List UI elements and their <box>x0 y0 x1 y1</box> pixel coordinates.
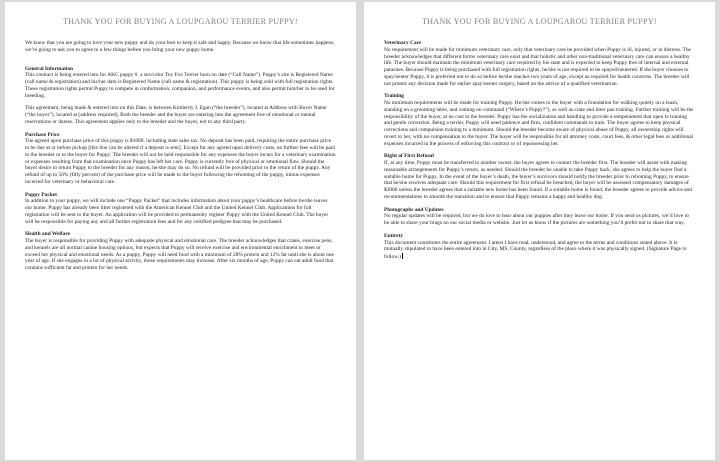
intro-paragraph: We know that you are going to love your new puppy and do your best to keep it safe and happy. Because we know that life sometimes happens, we’re going to ask you to agree to a few things before you bring your new puppy home. <box>25 40 335 53</box>
page-title: THANK YOU FOR BUYING A LOUPGAROU TERRIER PUPPY! <box>422 17 657 26</box>
section-heading-first-refusal: Right of First Refusal <box>384 153 434 160</box>
section-heading-training: Training <box>384 93 404 100</box>
section-heading-entirety: Entirety <box>384 232 404 239</box>
health-welfare-paragraph: The buyer is responsible for providing Puppy with adequate physical and emotional care. The breeder acknowledges that crates, exercise pens, and kennels are all normal canine housing options, but expects that Puppy will receive exercise and environmental enrichment to meet or exceed her physical and emotional needs. As a puppy, Puppy will need food with a minimum of 28% protein and 12% fat until she is about one year of age. If she engages in a lot of physical activity, those requirements may increase. After six months of age, Puppy can eat adult food that contains sufficient fat and protein for her needs. <box>25 238 334 272</box>
document-page-left <box>5 2 356 460</box>
entirety-text: This document constitutes the entire agreement. I attest I have read, understood, and agree to the terms and conditions stated above. It is mutually stipulated to have been entered into in City, MS, County, regardless of the place where it was physically signed. (Signature Page to follow.) <box>384 239 687 261</box>
section-heading-health-welfare: Health and Welfare <box>25 231 71 238</box>
photographs-paragraph: No regular updates will be required, but we do love to hear about our puppies after they leave our home. If you send us pictures, we’d love to be able to share your brags on our social media or website. Just let us know if the pictures are something you’d prefer not to share that way. <box>384 213 689 227</box>
purchase-price-paragraph: The agreed upon purchase price of this puppy is $1000, including state sales tax. No deposit has been paid, requiring the entire purchase price to be due at or before pickup [this line can be altered if a deposit is sent]. Except for any agreed upon delivery costs, no further fees will be paid to the breeder or to the buyer for Puppy. The breeder will not be held responsible for any expenses the buyer incurs for a veterinary examination or expenses resulting from that examination once Puppy has left her care. Puppy is currently free of physical or emotional flaw. Should the buyer desire to return Puppy to the breeder for any reason, he/she may do so. No refund will be provided prior to the return of the puppy. Any refund of up to 50% (fifty percent) of the purchase price will be made to the buyer following the rehoming of the puppy, minus expenses incurred for veterinary or behavioral care. <box>25 138 336 185</box>
general-paragraph-1: This contract is being entered into for AKC puppy #, a sex/color Toy Fox Terrier born on date (“Call Name”). Puppy’s sire is Registered Name (call name & registration) and his/her dam is Registered Name (call name & registration). This puppy is being sold with full registration rights. These registration rights permit Puppy to compete in conformation, companion, and performance events, and also permit him/her to be used for breeding. <box>25 72 335 99</box>
veterinary-care-paragraph: No requirement will be made for minimum veterinary care, only that veterinary care be provided when Puppy is ill, injured, or in distress. The breeder acknowledges that different forms veterinary care exist and that holistic and other non-traditional veterinary care can ensure a healthy life. The buyer should maintain the minimum veterinary care required by his state and is expected to keep Puppy free of internal and external parasites. Because Puppy is being purchased with full registration rights, he/she is not required to be spayed/neutered. If the buyer chooses to spay/neuter Puppy, it is preferred not to do so before he/she reaches two years of age, except as required for health concerns. The breeder will not protest any decision made for earlier spay/neuter surgery, based on the advice of a qualified veterinarian. <box>384 46 691 87</box>
section-heading-general: General Information <box>25 65 74 72</box>
section-heading-photographs: Photographs and Updates <box>384 206 444 213</box>
text-cursor <box>402 253 403 259</box>
entirety-paragraph[interactable] <box>384 240 695 261</box>
puppy-packet-paragraph: In addition to your puppy, we will include one “Puppy Packet” that includes information about your puppy’s healthcare before he/she leaves our home. Puppy has already been litter registered with the American Kennel Club and the United Kennel Club. Applications for full registration will be sent to the buyer. An application will be provided to permanently register Puppy with the United Kennel Club. The buyer will be responsible for paying any and all further registration fees and for any certified pedigree that may be purchased. <box>25 198 329 225</box>
section-heading-puppy-packet: Puppy Packet <box>25 191 57 198</box>
section-heading-purchase-price: Purchase Price <box>25 131 60 138</box>
training-paragraph: No minimum requirements will be made for training Puppy. He/she comes to the buyer with a foundation for walking quietly on a leash, standing on a grooming table, and coming on command (“Where’s Puppy?”), as well as crate and litter pan training. Further training will be the responsibility of the buyer, at no cost to the breeder. Puppy has the socialization and handling to provide a temperament that open to training and gentle correction. Being a terrier, Puppy will need patience and firm, confident commands to train. The buyer agrees to keep physical corrections and compulsion training to a minimum. Should the breeder become aware of physical abuse of Puppy, all ownership rights will revert to her, with no compensation to the buyer. The buyer will be responsible for all attorney costs, court fees, & other legal fees or additional expenses incurred in the process of enforcing this contract or of repossessing her. <box>384 100 694 147</box>
document-page-right <box>364 2 715 460</box>
section-heading-veterinary-care: Veterinary Care <box>384 40 422 46</box>
first-refusal-paragraph: If, at any time, Puppy must be transferred to another owner, the buyer agrees to contact the breeder first. The breeder will assist with making reasonable arrangements for Puppy’s return, as needed. Should the breeder be unable to take Puppy back, she agrees to help the buyer find a suitable home for Puppy. In the event of the buyer’s death, the buyer’s survivors should notify the breeder prior to rehoming Puppy, to ensure that he/she receives adequate care. Should this requirement for first refusal be breached, the buyer will be assessed compensatory damages of $3000 unless the breeder agrees that a suitable new home has been found. If a suitable home is found, the breeder agrees to provide advice and recommendations to smooth the transition and to ensure that Puppy remains a happy and healthy dog. <box>384 160 692 200</box>
general-paragraph-2: This agreement, being made & entered into on this Date, is between Kimberly J. Egan (“the breeder”), located at Address with Buyer Name (“the buyer”), located at [address required]. Both the breeder and the buyer are entering into the agreement free of emotional or mental reservations or duress. This agreement applies only to the breeder and the buyer, not to any third party. <box>25 105 327 125</box>
page-title: THANK YOU FOR BUYING A LOUPGAROU TERRIER PUPPY! <box>63 17 298 26</box>
